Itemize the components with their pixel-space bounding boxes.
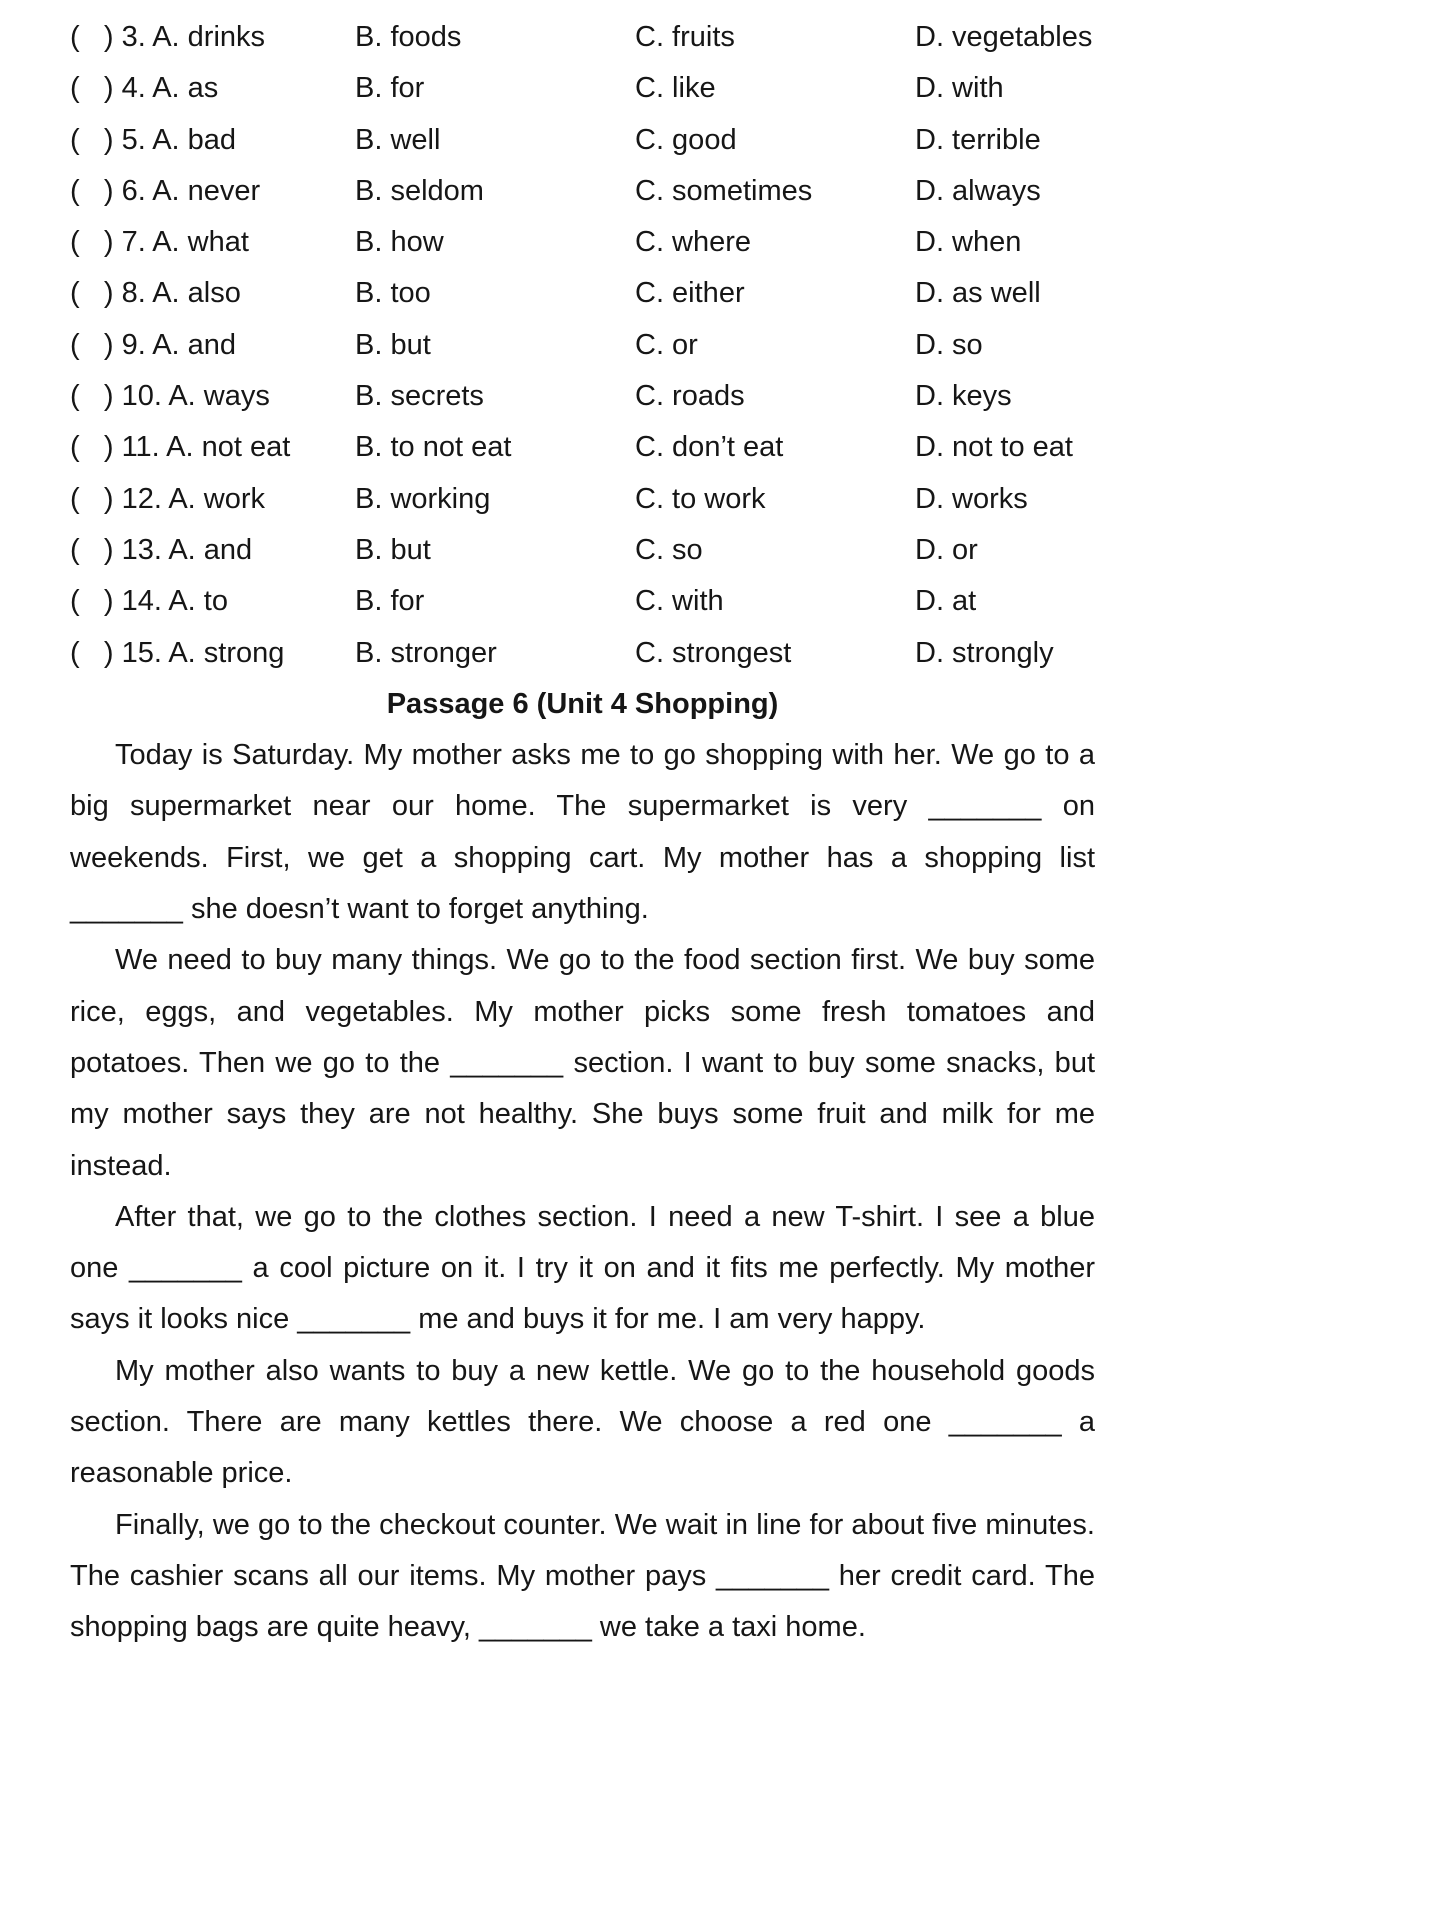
question-number-and-option-a bbox=[70, 12, 355, 63]
option-b: B. seldom bbox=[355, 174, 484, 207]
option-d: D. at bbox=[915, 585, 977, 618]
option-a: 6. A. never bbox=[121, 174, 261, 207]
option-a: 15. A. strong bbox=[121, 636, 285, 669]
question-row-4 bbox=[70, 63, 1095, 114]
option-c: C. like bbox=[635, 72, 716, 105]
option-c: C. to work bbox=[635, 482, 766, 515]
question-row-3 bbox=[70, 12, 1095, 63]
option-b: B. but bbox=[355, 533, 431, 566]
option-a: 8. A. also bbox=[121, 277, 241, 310]
question-number-and-option-a bbox=[70, 320, 355, 371]
option-a: 5. A. bad bbox=[121, 123, 237, 156]
option-c: C. good bbox=[635, 123, 737, 156]
option-b: B. to not eat bbox=[355, 431, 512, 464]
question-number-and-option-a bbox=[70, 576, 355, 627]
option-d: D. vegetables bbox=[915, 21, 1093, 53]
option-d: D. terrible bbox=[915, 123, 1041, 156]
question-row-12 bbox=[70, 474, 1095, 525]
passage-paragraph-2: We need to buy many things. We go to the food section first. We buy some rice, eggs, and vegetables. My mother picks some fresh tomatoes and potatoes. Then we go to the _______ section. I want to buy some snacks, but my mother says they are not healthy. She buys some fruit and milk for me instead. bbox=[70, 944, 1095, 1182]
option-d: D. or bbox=[915, 533, 978, 566]
option-d: D. keys bbox=[915, 380, 1012, 413]
question-number-and-option-a bbox=[70, 115, 355, 166]
option-b: B. but bbox=[355, 328, 431, 361]
option-d: D. as well bbox=[915, 277, 1041, 310]
question-row-6 bbox=[70, 166, 1095, 217]
question-row-10 bbox=[70, 371, 1095, 422]
question-row-7 bbox=[70, 217, 1095, 268]
option-c: C. fruits bbox=[635, 21, 735, 53]
question-number-and-option-a bbox=[70, 268, 355, 319]
option-b: B. for bbox=[355, 585, 425, 618]
question-number-and-option-a bbox=[70, 628, 355, 679]
option-c: C. don’t eat bbox=[635, 431, 784, 464]
question-row-15 bbox=[70, 628, 1095, 679]
answer-parentheses: ( ) bbox=[70, 328, 114, 361]
option-d: D. not to eat bbox=[915, 431, 1073, 464]
option-c: C. either bbox=[635, 277, 745, 310]
option-c: C. where bbox=[635, 226, 752, 259]
option-c: C. strongest bbox=[635, 636, 792, 669]
answer-parentheses: ( ) bbox=[70, 123, 114, 156]
option-a: 14. A. to bbox=[121, 585, 228, 618]
answer-parentheses: ( ) bbox=[70, 585, 114, 618]
question-number-and-option-a bbox=[70, 525, 355, 576]
option-c: C. so bbox=[635, 533, 703, 566]
answer-parentheses: ( ) bbox=[70, 636, 114, 669]
answer-parentheses: ( ) bbox=[70, 174, 114, 207]
question-row-13 bbox=[70, 525, 1095, 576]
option-d: D. always bbox=[915, 174, 1041, 207]
answer-parentheses: ( ) bbox=[70, 482, 114, 515]
option-a: 11. A. not eat bbox=[121, 431, 291, 464]
option-d: D. with bbox=[915, 72, 1004, 105]
option-d: D. so bbox=[915, 328, 983, 361]
question-number-and-option-a bbox=[70, 63, 355, 114]
option-c: C. with bbox=[635, 585, 724, 618]
option-a: 3. A. drinks bbox=[121, 21, 266, 53]
option-d: D. when bbox=[915, 226, 1022, 259]
option-c: C. roads bbox=[635, 380, 745, 413]
answer-parentheses: ( ) bbox=[70, 21, 114, 53]
option-d: D. strongly bbox=[915, 636, 1054, 669]
question-number-and-option-a bbox=[70, 474, 355, 525]
answer-parentheses: ( ) bbox=[70, 226, 114, 259]
question-row-5 bbox=[70, 115, 1095, 166]
option-a: 4. A. as bbox=[121, 72, 219, 105]
answer-parentheses: ( ) bbox=[70, 277, 114, 310]
option-b: B. well bbox=[355, 123, 441, 156]
passage-paragraph-3: After that, we go to the clothes section. I need a new T-shirt. I see a blue one _______ a cool picture on it. I try it on and it fits me perfectly. My mother says it looks nice _______ me and buys it for me. I am very happy. bbox=[70, 1200, 1095, 1336]
option-a: 10. A. ways bbox=[121, 380, 270, 413]
option-b: B. for bbox=[355, 72, 425, 105]
passage-paragraph-1: Today is Saturday. My mother asks me to go shopping with her. We go to a big supermarket near our home. The supermarket is very _______ on weekends. First, we get a shopping cart. My mother has a shopping list _______ she doesn’t want to forget anything. bbox=[70, 739, 1095, 926]
option-c: C. or bbox=[635, 328, 698, 361]
option-a: 9. A. and bbox=[121, 328, 237, 361]
option-b: B. stronger bbox=[355, 636, 497, 669]
answer-parentheses: ( ) bbox=[70, 72, 114, 105]
passage-paragraph-4: My mother also wants to buy a new kettle. We go to the household goods section. There are many kettles there. We choose a red one _______ a reasonable price. bbox=[70, 1354, 1095, 1490]
question-number-and-option-a bbox=[70, 371, 355, 422]
option-b: B. how bbox=[355, 226, 444, 259]
answer-parentheses: ( ) bbox=[70, 380, 114, 413]
question-number-and-option-a bbox=[70, 166, 355, 217]
question-row-14 bbox=[70, 576, 1095, 627]
question-number-and-option-a bbox=[70, 422, 355, 473]
option-b: B. working bbox=[355, 482, 491, 515]
answer-parentheses: ( ) bbox=[70, 431, 114, 464]
passage-section bbox=[70, 679, 1095, 1654]
question-row-11 bbox=[70, 422, 1095, 473]
option-a: 13. A. and bbox=[121, 533, 253, 566]
answer-parentheses: ( ) bbox=[70, 533, 114, 566]
question-row-9 bbox=[70, 320, 1095, 371]
passage-paragraph-5: Finally, we go to the checkout counter. We wait in line for about five minutes. The cashier scans all our items. My mother pays _______ her credit card. The shopping bags are quite heavy, _______ we take a taxi home. bbox=[70, 1508, 1095, 1644]
question-number-and-option-a bbox=[70, 217, 355, 268]
option-a: 12. A. work bbox=[121, 482, 266, 515]
option-b: B. secrets bbox=[355, 380, 484, 413]
option-a: 7. A. what bbox=[121, 226, 249, 259]
worksheet-content bbox=[70, 12, 1095, 1654]
option-b: B. foods bbox=[355, 21, 462, 53]
passage-title: Passage 6 (Unit 4 Shopping) bbox=[386, 687, 779, 720]
option-d: D. works bbox=[915, 482, 1028, 515]
question-row-8 bbox=[70, 268, 1095, 319]
option-c: C. sometimes bbox=[635, 174, 813, 207]
option-b: B. too bbox=[355, 277, 431, 310]
